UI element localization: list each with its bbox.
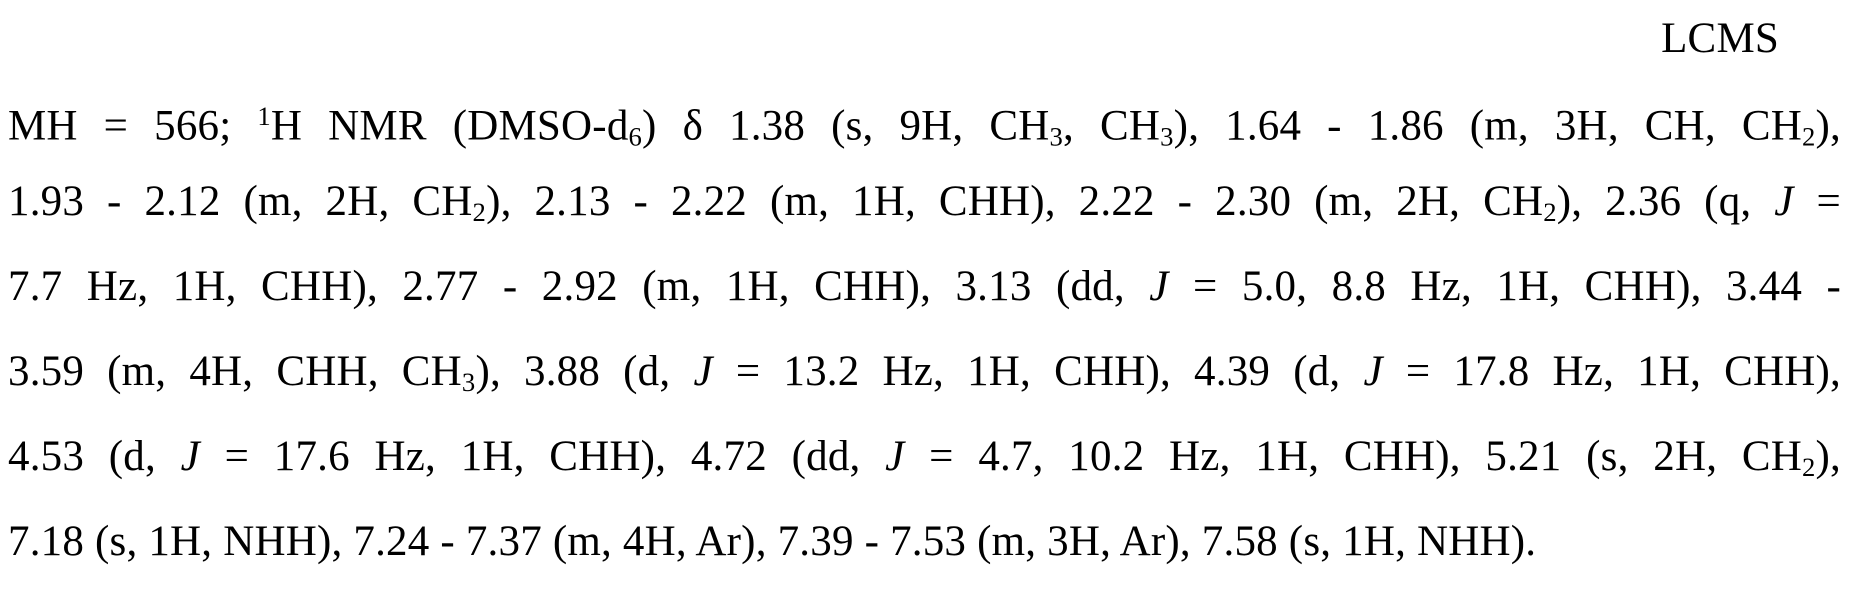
text-segment: = 17.6 Hz, 1H, CHH), 4.72 (dd, xyxy=(199,433,886,480)
lcms-label-line xyxy=(8,4,1841,74)
text-segment: 7.7 Hz, 1H, CHH), 2.77 - 2.92 (m, 1H, CHH), 3.13 (dd, xyxy=(8,263,1150,310)
text-segment: H NMR (DMSO-d xyxy=(270,102,629,150)
text-segment: 1.93 - 2.12 (m, 2H, CH xyxy=(8,178,473,225)
coupling-constant-j: J xyxy=(1149,263,1169,310)
coupling-constant-j: J xyxy=(180,433,200,480)
text-segment: = 13.2 Hz, 1H, CHH), 4.39 (d, xyxy=(712,348,1364,395)
text-line-5 xyxy=(8,329,1841,414)
subscript-text: 6 xyxy=(628,121,643,152)
superscript-text: 1 xyxy=(257,101,271,131)
text-segment: ) δ 1.38 (s, 9H, CH xyxy=(642,102,1050,150)
text-segment: 3.59 (m, 4H, CHH, CH xyxy=(8,348,462,395)
text-line-7 xyxy=(8,499,1841,584)
text-segment: LCMS xyxy=(1661,15,1779,62)
text-segment: 4.53 (d, xyxy=(8,433,181,480)
text-line-2 xyxy=(8,74,1841,159)
coupling-constant-j: J xyxy=(1363,348,1383,395)
subscript-text: 2 xyxy=(1543,196,1557,227)
text-segment: ), 2.13 - 2.22 (m, 1H, CHH), 2.22 - 2.30 (m, 2H, CH xyxy=(486,178,1544,225)
text-line-6 xyxy=(8,414,1841,499)
subscript-text: 2 xyxy=(472,196,487,227)
text-segment: = 17.8 Hz, 1H, CHH), xyxy=(1382,348,1841,395)
subscript-text: 3 xyxy=(461,366,476,397)
text-line-3 xyxy=(8,159,1841,244)
text-line-4 xyxy=(8,244,1841,329)
subscript-text: 2 xyxy=(1801,121,1816,152)
text-segment: , CH xyxy=(1063,102,1161,150)
text-segment: ), xyxy=(1815,102,1841,150)
coupling-constant-j: J xyxy=(1774,178,1794,225)
subscript-text: 3 xyxy=(1049,121,1064,152)
text-segment: 7.18 (s, 1H, NHH), 7.24 - 7.37 (m, 4H, Ar), 7.39 - 7.53 (m, 3H, Ar), 7.58 (s, 1H, NHH). xyxy=(8,518,1537,565)
subscript-text: 2 xyxy=(1801,451,1816,482)
text-segment: MH = 566; xyxy=(8,102,258,150)
text-segment: = xyxy=(1793,178,1841,225)
subscript-text: 3 xyxy=(1160,121,1174,152)
text-segment: = 5.0, 8.8 Hz, 1H, CHH), 3.44 - xyxy=(1168,263,1841,310)
coupling-constant-j: J xyxy=(693,348,713,395)
text-segment: ), xyxy=(1815,433,1841,480)
text-segment: ), 2.36 (q, xyxy=(1556,178,1775,225)
text-segment: = 4.7, 10.2 Hz, 1H, CHH), 5.21 (s, 2H, CH xyxy=(904,433,1802,480)
text-segment: ), 1.64 - 1.86 (m, 3H, CH, CH xyxy=(1173,102,1802,150)
text-segment: ), 3.88 (d, xyxy=(475,348,694,395)
coupling-constant-j: J xyxy=(885,433,905,480)
